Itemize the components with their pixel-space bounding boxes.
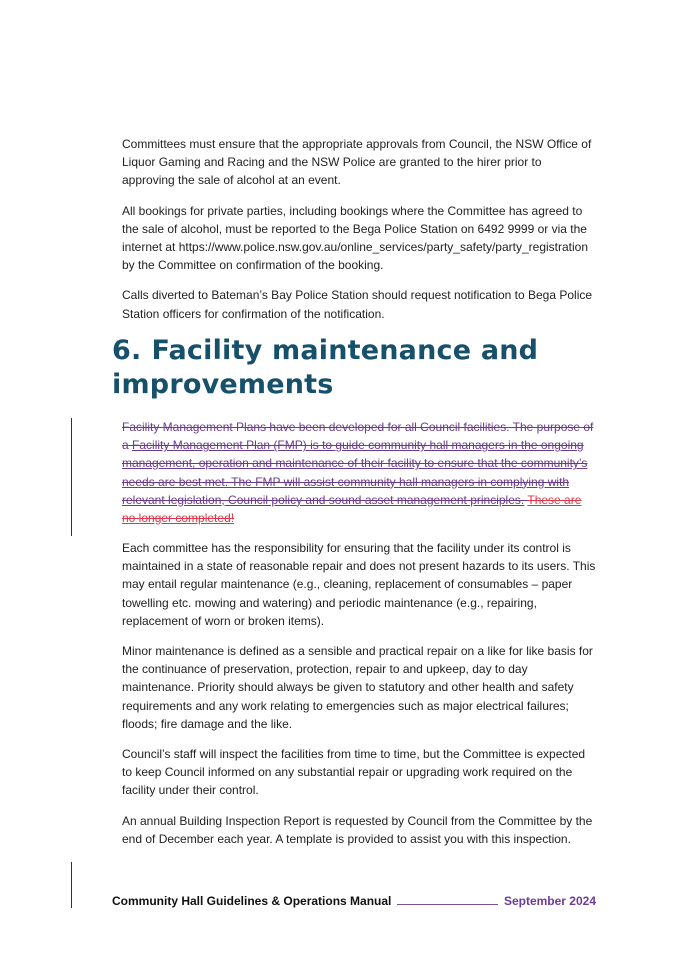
footer-date: September 2024: [503, 894, 596, 908]
footer-change-bar: [71, 862, 72, 908]
intro-section: [122, 135, 597, 335]
maintenance-section: [122, 539, 597, 860]
deleted-inserted-note: These are no longer completed!: [122, 492, 582, 526]
paragraph-private-party-bookings: All bookings for private parties, including bookings where the Committee has agreed to the sale of alcohol, must be reported to the Bega Police Station on 6492 9999 or via the internet at https://www.police.nsw.gov.au/online_services/party_safety/party_registration by the Committee on confirmation of the booking.: [122, 203, 589, 273]
paragraph-committee-responsibility: Each committee has the responsibility for ensuring that the facility under its control is maintained in a state of reasonable repair and does not present hazards to its users. This may entail regular maintenance (e.g., cleaning, replacement of consumables – paper towelling etc. mowing and watering) and periodic maintenance (e.g., repairing, replacement of worn or broken items).: [122, 541, 596, 628]
page-footer: [112, 892, 596, 908]
deleted-text-rest: Facility Management Plan (FMP) is to guide community hall managers in the ongoing management, operation and maintenance of their facility to ensure that the community’s needs are best met. The FMP will assist community hall managers in complying with relevant legislation, Council policy and sound asset management principles.: [122, 438, 588, 507]
footer-rule: [397, 892, 498, 905]
section-heading: [112, 334, 612, 402]
paragraph-calls-diverted: Calls diverted to Bateman’s Bay Police Station should request notification to Bega Police Station officers for confirmation of the notification.: [122, 288, 593, 321]
deleted-fmp-paragraph: [122, 418, 597, 527]
footer-title: Community Hall Guidelines & Operations Manual: [112, 894, 392, 908]
paragraph-council-inspections: Council’s staff will inspect the facilities from time to time, but the Committee is expected to keep Council informed on any substantial repair or upgrading work required on the facility under their control.: [122, 747, 586, 798]
deleted-text-line1: Facility Management Plans have been developed for all Council facilities. The purpose of a: [122, 420, 594, 453]
section-number: 6.: [112, 335, 142, 366]
change-bar: [71, 418, 72, 536]
paragraph-alcohol-approvals: Committees must ensure that the appropriate approvals from Council, the NSW Office of Liquor Gaming and Racing and the NSW Police are granted to the hirer prior to approving the sale of alcohol at an event.: [122, 137, 592, 188]
section-title: Facility maintenance and improvements: [112, 335, 539, 400]
paragraph-annual-inspection-report: An annual Building Inspection Report is requested by Council from the Committee by the end of December each year. A template is provided to assist you with this inspection.: [122, 813, 593, 846]
paragraph-minor-maintenance: Minor maintenance is defined as a sensible and practical repair on a like for like basis for the continuance of preservation, protection, repair to and upkeep, day to day maintenance. Priority should always be given to statutory and other health and safety requirements and any work relating to emergencies such as major electrical failures; floods; fire damage and the like.: [122, 644, 593, 731]
